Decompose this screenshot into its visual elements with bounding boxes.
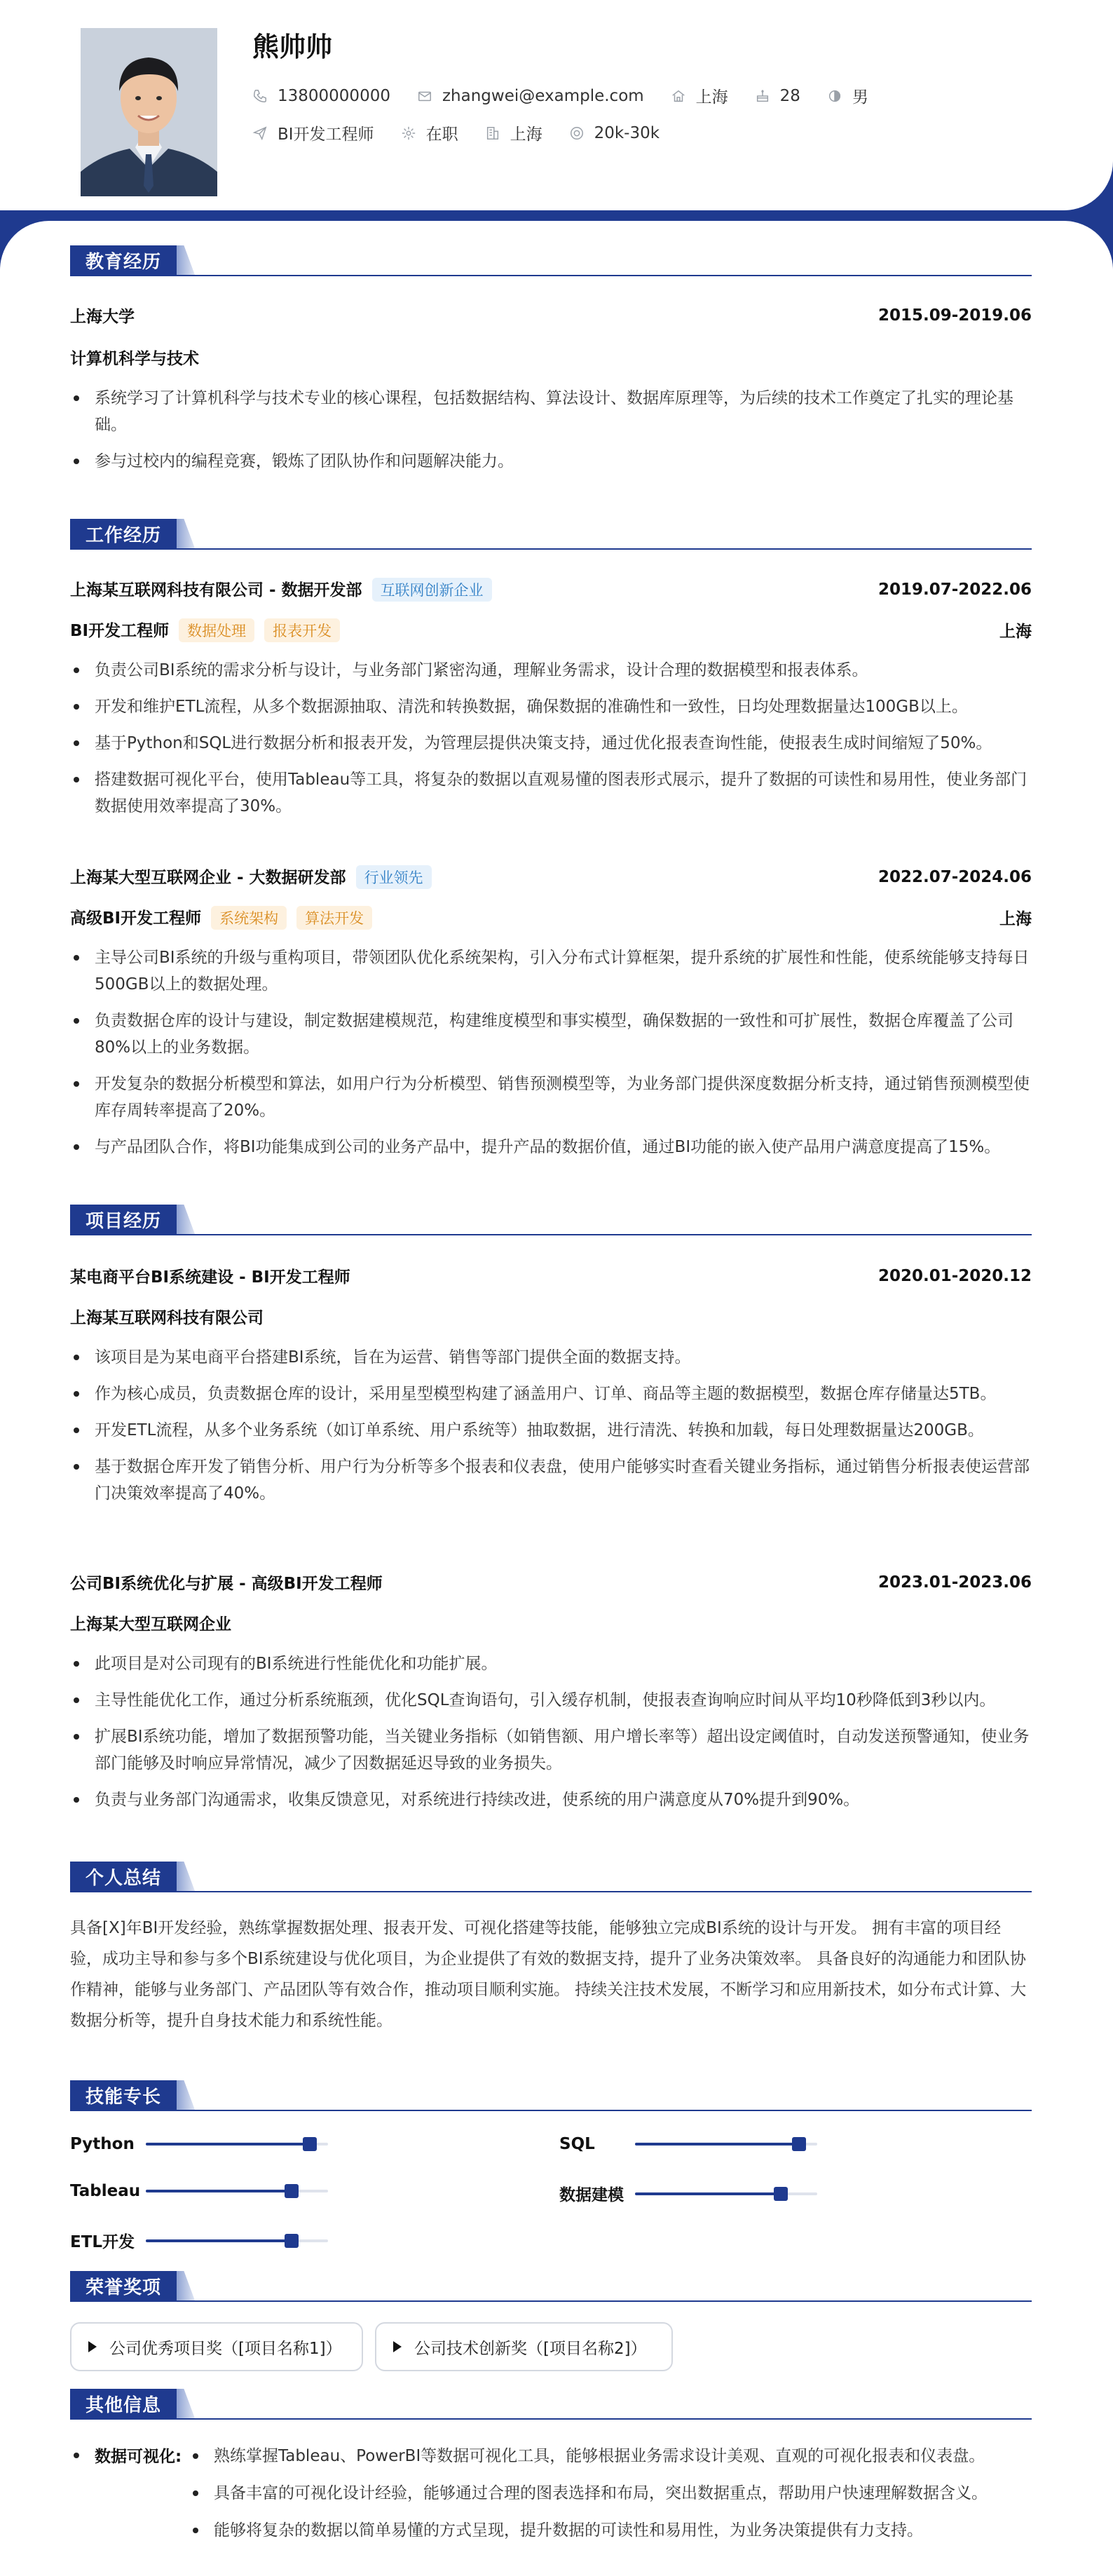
gender-value: 男 xyxy=(852,88,868,107)
list-item: 具备丰富的可视化设计经验，能够通过合理的图表选择和布局，突出数据重点，帮助用户快速理解数据含义。 xyxy=(189,2481,1030,2506)
project-0-org-row xyxy=(70,1305,1032,1328)
work-0-company-tag: 互联网创新企业 xyxy=(372,578,492,602)
list-item: 扩展BI系统功能，增加了数据预警功能，当关键业务指标（如销售额、用户增长率等）超出设定阈值时，自动发送预警通知，使业务部门能够及时响应异常情况，减少了因数据延迟导致的业务损失。 xyxy=(70,1723,1032,1777)
building-icon xyxy=(485,126,500,141)
skill-python xyxy=(70,2135,328,2153)
skill-tableau xyxy=(70,2182,328,2200)
work-0-role-row xyxy=(70,618,1032,642)
status-value: 在职 xyxy=(425,126,458,144)
section-skills xyxy=(70,2080,1032,2111)
honor-item xyxy=(70,2322,363,2371)
hometown-item xyxy=(671,84,728,107)
section-other xyxy=(70,2389,1032,2420)
work-1-company: 上海某大型互联网企业 - 大数据研发部 xyxy=(70,869,346,887)
list-item: 能够将复杂的数据以简单易懂的方式呈现，提升数据的可读性和易用性，为业务决策提供有力支持。 xyxy=(189,2518,1030,2543)
work-0-header xyxy=(70,577,1032,602)
section-title-honors: 荣誉奖项 xyxy=(70,2271,177,2300)
section-title-education: 教育经历 xyxy=(70,245,177,275)
skill-fill xyxy=(146,2190,292,2192)
skill-knob xyxy=(285,2234,299,2248)
list-item: 基于Python和SQL进行数据分析和报表开发，为管理层提供决策支持，通过优化报表查询性能，使报表生成时间缩短了50%。 xyxy=(70,730,1032,757)
email-item xyxy=(417,87,644,105)
list-item: 开发ETL流程，从多个业务系统（如订单系统、用户系统等）抽取数据，进行清洗、转换和加载，每日处理数据量达200GB。 xyxy=(70,1417,1032,1444)
honor-item xyxy=(375,2322,673,2371)
list-item: 负责与业务部门沟通需求，收集反馈意见，对系统进行持续改进，使系统的用户满意度从70%提升到90%。 xyxy=(70,1787,1032,1813)
section-projects xyxy=(70,1205,1032,1235)
honor-label: 公司优秀项目奖（[项目名称1]） xyxy=(109,2339,342,2358)
gear-icon xyxy=(401,126,416,141)
project-0-title: 某电商平台BI系统建设 - BI开发工程师 xyxy=(70,1268,350,1287)
skill-label: ETL开发 xyxy=(70,2233,135,2251)
project-0-header xyxy=(70,1264,1032,1287)
list-item: 开发复杂的数据分析模型和算法，如用户行为分析模型、销售预测模型等，为业务部门提供深度数据分析支持，通过销售预测模型使库存周转率提高了20%。 xyxy=(70,1071,1032,1124)
phone-value: 13800000000 xyxy=(278,86,390,105)
skill-sql xyxy=(559,2135,817,2153)
salary-item xyxy=(569,124,660,142)
list-item: 主导公司BI系统的升级与重构项目，带领团队优化系统架构，引入分布式计算框架，提升系统的扩展性和性能，使系统能够支持每日500GB以上的数据处理。 xyxy=(70,944,1032,998)
skill-fill xyxy=(635,2192,781,2195)
work-1-role-tag-0: 系统架构 xyxy=(211,906,287,930)
phone-icon xyxy=(252,88,268,104)
contact-row xyxy=(252,84,895,107)
section-title-skills: 技能专长 xyxy=(70,2080,177,2110)
position-item xyxy=(252,121,374,144)
list-item: 熟练掌握Tableau、PowerBI等数据可视化工具，能够根据业务需求设计美观、直观的可视化报表和仪表盘。 xyxy=(189,2443,1030,2469)
section-title-other: 其他信息 xyxy=(70,2389,177,2418)
education-bullets xyxy=(70,385,1032,484)
skill-label: SQL xyxy=(559,2135,595,2153)
list-item: 该项目是为某电商平台搭建BI系统，旨在为运营、销售等部门提供全面的数据支持。 xyxy=(70,1344,1032,1371)
email-icon xyxy=(417,88,432,104)
honor-label: 公司技术创新奖（[项目名称2]） xyxy=(414,2339,647,2358)
project-0-bullets xyxy=(70,1344,1032,1517)
project-1-header xyxy=(70,1571,1032,1594)
work-1-role-tag-1: 算法开发 xyxy=(296,906,372,930)
section-title-summary: 个人总结 xyxy=(70,1862,177,1891)
age-item xyxy=(755,87,800,105)
list-item: 参与过校内的编程竞赛，锻炼了团队协作和问题解决能力。 xyxy=(70,448,1032,475)
work-1-location: 上海 xyxy=(999,910,1032,928)
skill-knob xyxy=(285,2184,299,2198)
skill-fill xyxy=(146,2239,292,2242)
skill-etl xyxy=(70,2229,328,2252)
skill-bar xyxy=(146,2190,328,2192)
education-date: 2015.09-2019.06 xyxy=(878,306,1032,325)
play-icon xyxy=(88,2341,97,2352)
skill-knob xyxy=(303,2137,317,2151)
list-item: 负责公司BI系统的需求分析与设计，与业务部门紧密沟通，理解业务需求，设计合理的数据模型和报表体系。 xyxy=(70,657,1032,684)
position-value: BI开发工程师 xyxy=(278,126,374,144)
education-header xyxy=(70,304,1032,327)
project-0-date: 2020.01-2020.12 xyxy=(878,1266,1032,1285)
email-value: zhangwei@example.com xyxy=(442,86,644,105)
paper-plane-icon xyxy=(252,126,268,141)
phone-item xyxy=(252,87,390,105)
other-category xyxy=(70,2443,182,2467)
work-1-company-tag: 行业领先 xyxy=(356,865,432,889)
list-item: 搭建数据可视化平台，使用Tableau等工具，将复杂的数据以直观易懂的图表形式展示，提升了数据的可读性和易用性，使业务部门数据使用效率提高了30%。 xyxy=(70,766,1032,820)
cake-icon xyxy=(755,88,770,104)
skill-label: Tableau xyxy=(70,2182,141,2200)
avatar-illustration xyxy=(81,28,217,196)
work-1-role: 高级BI开发工程师 xyxy=(70,909,202,928)
section-work xyxy=(70,519,1032,550)
section-summary xyxy=(70,1862,1032,1892)
skill-knob xyxy=(792,2137,806,2151)
bullet-dot xyxy=(74,2453,79,2458)
project-1-bullets xyxy=(70,1650,1032,1823)
work-1-header xyxy=(70,865,1032,889)
list-item: 作为核心成员，负责数据仓库的设计，采用星型模型构建了涵盖用户、订单、商品等主题的数据模型，数据仓库存储量达5TB。 xyxy=(70,1381,1032,1407)
other-category-label: 数据可视化: xyxy=(95,2448,182,2466)
section-education xyxy=(70,245,1032,276)
play-icon xyxy=(393,2341,402,2352)
list-item: 基于数据仓库开发了销售分析、用户行为分析等多个报表和仪表盘，使用户能够实时查看关键业务指标，通过销售分析报表使运营部门决策效率提高了40%。 xyxy=(70,1453,1032,1507)
skill-knob xyxy=(774,2187,788,2201)
list-item: 主导性能优化工作，通过分析系统瓶颈，优化SQL查询语句，引入缓存机制，使报表查询响应时间从平均10秒降低到3秒以内。 xyxy=(70,1687,1032,1714)
work-1-role-row xyxy=(70,905,1032,930)
list-item: 此项目是对公司现有的BI系统进行性能优化和功能扩展。 xyxy=(70,1650,1032,1677)
work-1-date: 2022.07-2024.06 xyxy=(878,867,1032,886)
gender-item xyxy=(827,84,868,107)
resume-body xyxy=(0,221,1113,2576)
work-0-role: BI开发工程师 xyxy=(70,622,170,640)
gender-icon xyxy=(827,88,842,104)
work-0-role-tag-1: 报表开发 xyxy=(264,618,340,642)
skill-bar xyxy=(635,2143,817,2145)
salary-value: 20k-30k xyxy=(594,123,660,142)
work-0-bullets xyxy=(70,657,1032,829)
project-1-org-row xyxy=(70,1611,1032,1634)
hometown-value: 上海 xyxy=(695,88,728,107)
section-title-work: 工作经历 xyxy=(70,519,177,548)
other-items xyxy=(189,2443,1030,2555)
home-icon xyxy=(671,88,686,104)
skill-label: Python xyxy=(70,2135,135,2153)
list-item: 开发和维护ETL流程，从多个数据源抽取、清洗和转换数据，确保数据的准确性和一致性，日均处理数据量达100GB以上。 xyxy=(70,693,1032,720)
work-0-date: 2019.07-2022.06 xyxy=(878,580,1032,599)
skill-bar xyxy=(146,2143,328,2145)
work-0-company: 上海某互联网科技有限公司 - 数据开发部 xyxy=(70,581,362,599)
list-item: 系统学习了计算机科学与技术专业的核心课程，包括数据结构、算法设计、数据库原理等，为后续的技术工作奠定了扎实的理论基础。 xyxy=(70,385,1032,438)
work-1-bullets xyxy=(70,944,1032,1170)
education-major-row xyxy=(70,346,1032,369)
honors-list xyxy=(70,2322,1032,2371)
avatar xyxy=(81,28,217,196)
major-name: 计算机科学与技术 xyxy=(70,350,199,368)
list-item: 与产品团队合作，将BI功能集成到公司的业务产品中，提升产品的数据价值，通过BI功能的嵌入使产品用户满意度提高了15%。 xyxy=(70,1134,1032,1160)
skill-bar xyxy=(146,2239,328,2242)
project-1-date: 2023.01-2023.06 xyxy=(878,1573,1032,1592)
project-0-org: 上海某互联网科技有限公司 xyxy=(70,1309,264,1327)
skill-fill xyxy=(635,2143,799,2145)
section-honors xyxy=(70,2271,1032,2302)
skill-fill xyxy=(146,2143,310,2145)
project-1-title: 公司BI系统优化与扩展 - 高级BI开发工程师 xyxy=(70,1575,383,1593)
other-info xyxy=(70,2443,1032,2570)
skill-label: 数据建模 xyxy=(559,2186,624,2204)
project-1-org: 上海某大型互联网企业 xyxy=(70,1615,231,1634)
work-0-role-tag-0: 数据处理 xyxy=(179,618,254,642)
profile-header xyxy=(0,0,1113,210)
list-item: 负责数据仓库的设计与建设，制定数据建模规范，构建维度模型和事实模型，确保数据的一致性和可扩展性，数据仓库覆盖了公司80%以上的业务数据。 xyxy=(70,1008,1032,1061)
age-value: 28 xyxy=(779,86,800,105)
skill-bar xyxy=(635,2192,817,2195)
status-item xyxy=(401,121,458,144)
school-name: 上海大学 xyxy=(70,308,135,326)
section-title-projects: 项目经历 xyxy=(70,1205,177,1234)
candidate-name: 熊帅帅 xyxy=(252,32,333,62)
summary-text: 具备[X]年BI开发经验，熟练掌握数据处理、报表开发、可视化搭建等技能，能够独立完成BI系统的设计与开发。 拥有丰富的项目经验，成功主导和参与多个BI系统建设与优化项目，为企业提供了有效的数据支持，提升了业务决策效率。 具备良好的沟通能力和团队协作精神，能够与业务部门、产品团队等有效合作，推动项目顺利实施。 持续关注技术发展，不断学习和应用新技术，如分布式计算、大数据分析等，提升自身技术能力和系统性能。 xyxy=(70,1919,1027,2030)
city-value: 上海 xyxy=(510,126,542,144)
coin-icon xyxy=(569,126,585,141)
job-intent-row xyxy=(252,121,686,144)
city-item xyxy=(485,121,542,144)
work-0-location: 上海 xyxy=(999,623,1032,641)
skill-data-modeling xyxy=(559,2182,817,2205)
